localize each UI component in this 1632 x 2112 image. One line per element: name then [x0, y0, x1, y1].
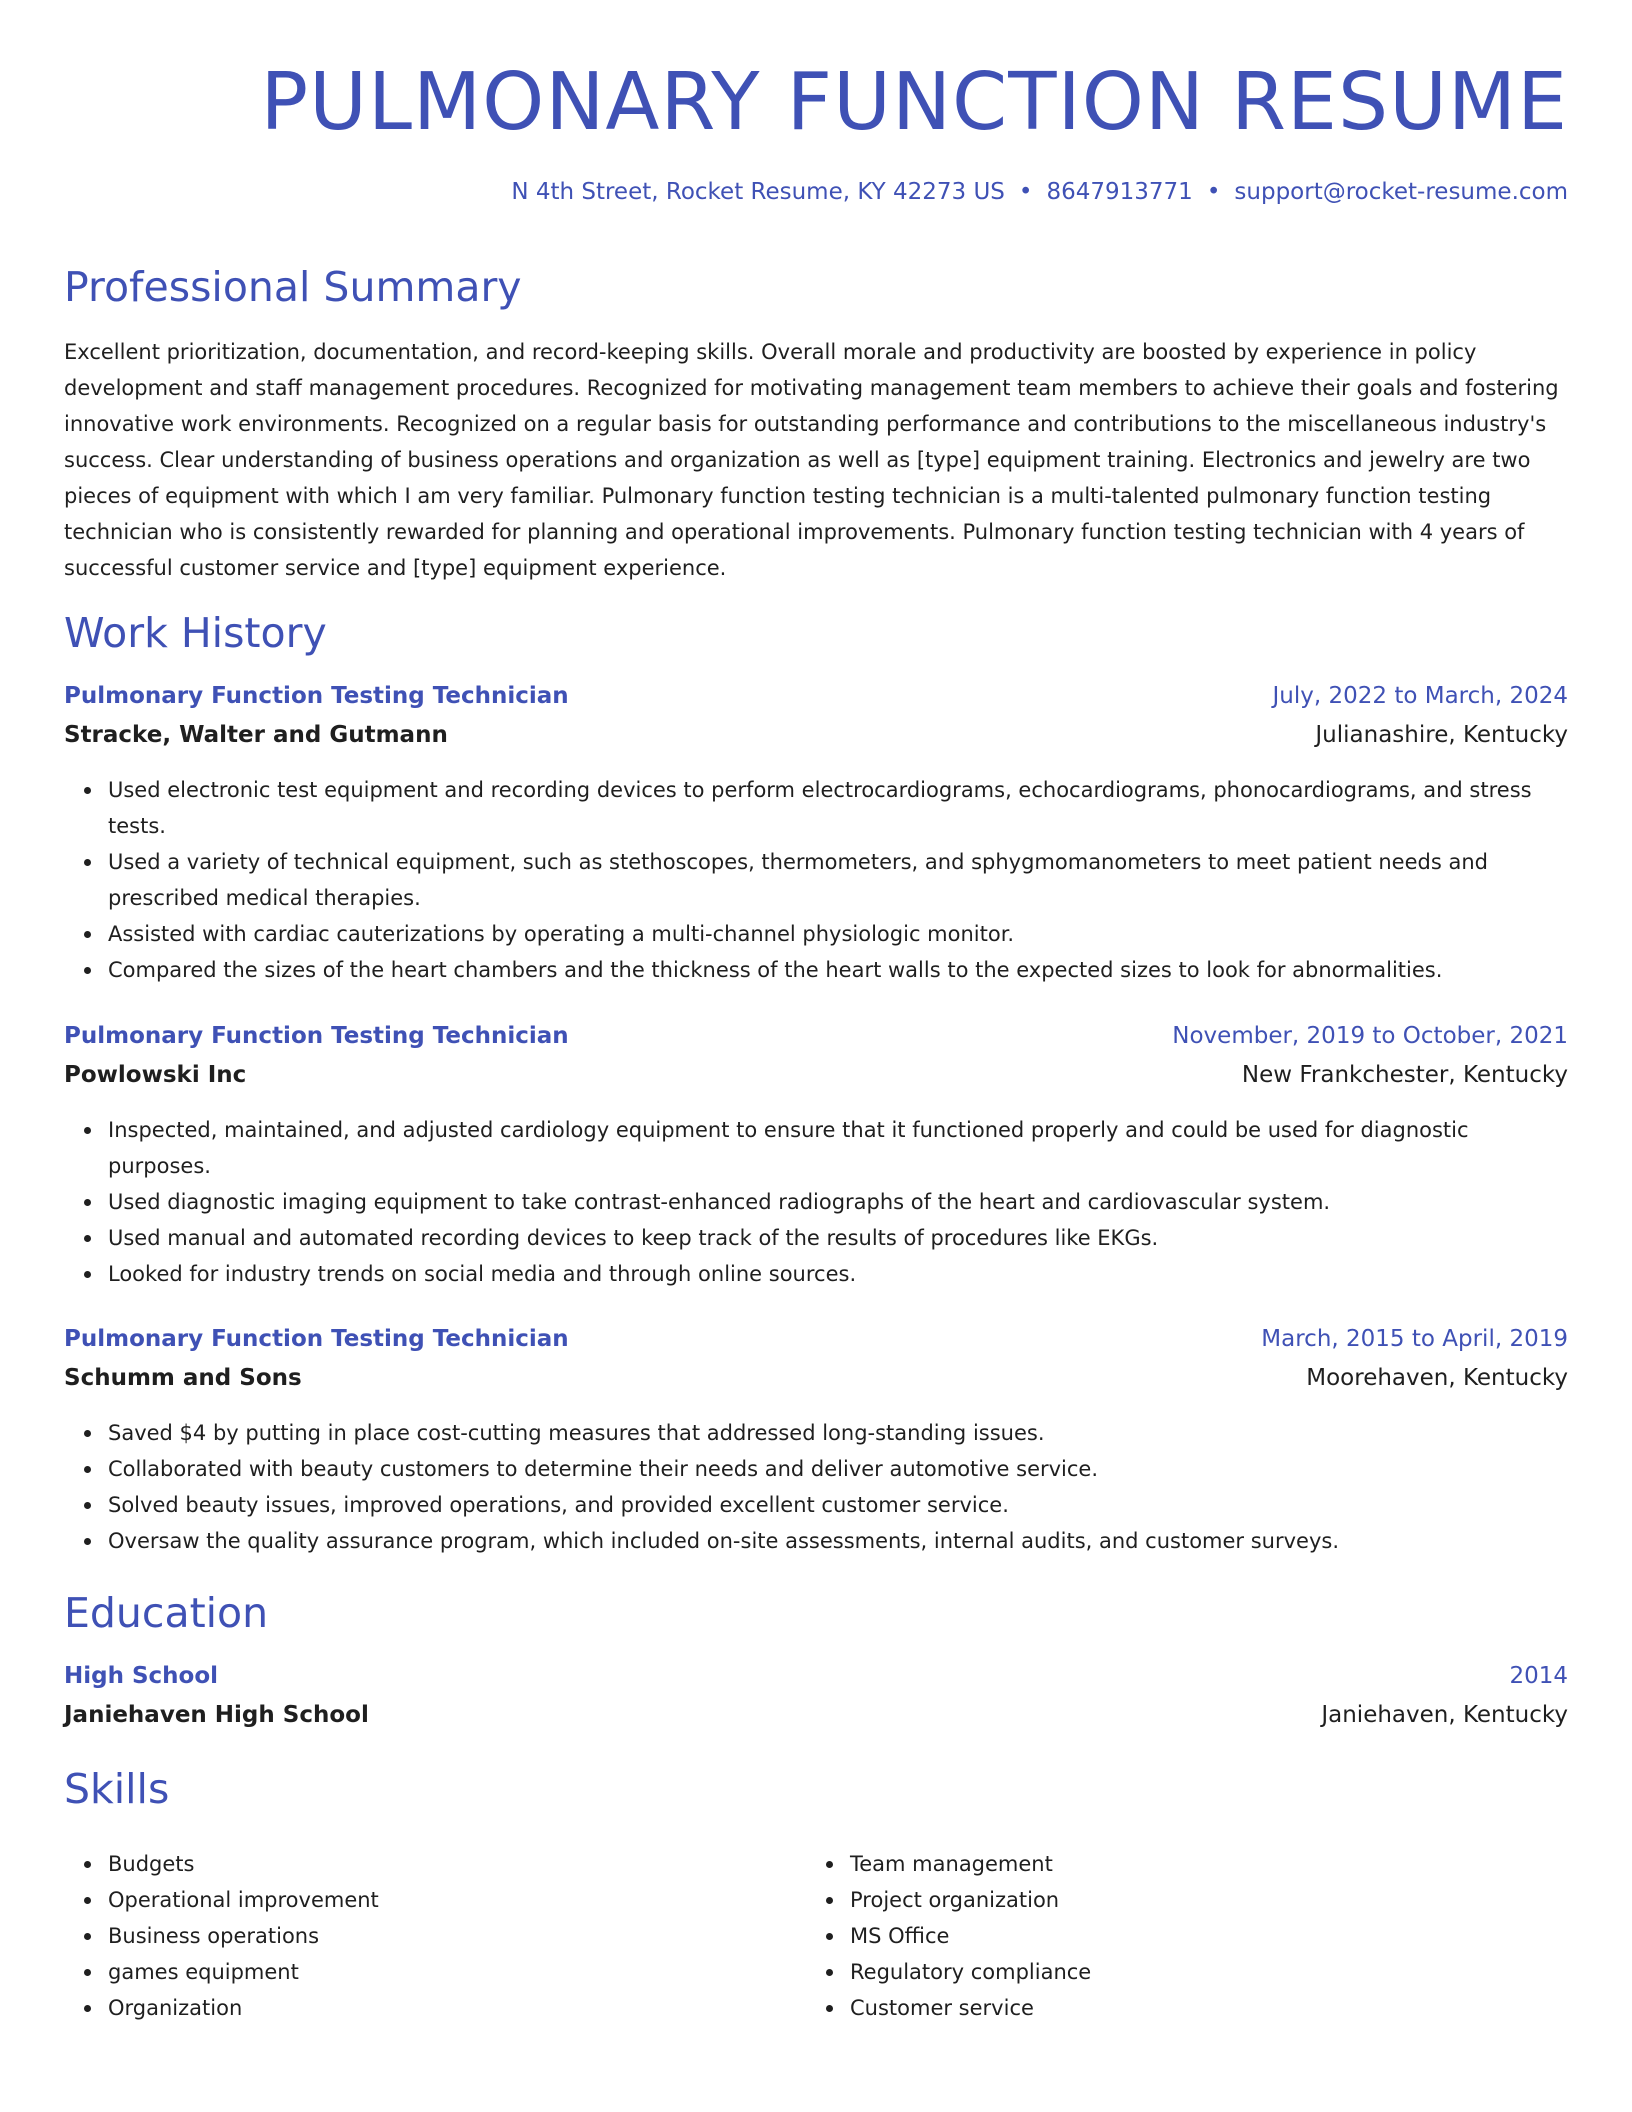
skill-item: MS Office: [850, 1918, 1548, 1954]
job-location: Moorehaven, Kentucky: [1306, 1365, 1568, 1391]
job-location: New Frankchester, Kentucky: [1241, 1062, 1568, 1088]
education-year: 2014: [1509, 1663, 1568, 1689]
list-item: Used electronic test equipment and recording devices to perform electrocardiograms, echocardiograms, phonocardiograms, and stress tests.: [108, 772, 1568, 844]
resume-title: PULMONARY FUNCTION RESUME: [260, 56, 1568, 148]
job-company: Powlowski Inc: [64, 1062, 247, 1088]
job-company: Stracke, Walter and Gutmann: [64, 722, 448, 748]
list-item: Oversaw the quality assurance program, which included on-site assessments, internal audits, and customer surveys.: [108, 1523, 1568, 1559]
contact-phone: 8647913771: [1046, 179, 1193, 205]
skill-item: Operational improvement: [108, 1882, 806, 1918]
list-item: Inspected, maintained, and adjusted cardiology equipment to ensure that it functioned properly and could be used for diagnostic purposes.: [108, 1112, 1568, 1184]
list-item: Compared the sizes of the heart chambers and the thickness of the heart walls to the expected sizes to look for abnormalities.: [108, 952, 1568, 988]
job-company: Schumm and Sons: [64, 1365, 302, 1391]
education-school-row: [64, 1699, 1568, 1731]
job-location: Julianashire, Kentucky: [1315, 722, 1568, 748]
contact-line: [511, 176, 1568, 208]
job-dates: November, 2019 to October, 2021: [1172, 1023, 1568, 1049]
contact-separator: •: [1206, 179, 1221, 205]
education-school: Janiehaven High School: [64, 1702, 369, 1728]
skills-columns: [64, 1846, 1568, 2026]
skill-item: Regulatory compliance: [850, 1954, 1548, 1990]
contact-email: support@rocket-resume.com: [1234, 179, 1568, 205]
summary-heading: Professional Summary: [64, 263, 522, 311]
contact-separator: •: [1018, 179, 1033, 205]
skills-heading: Skills: [64, 1765, 170, 1813]
list-item: Solved beauty issues, improved operations, and provided excellent customer service.: [108, 1487, 1568, 1523]
job-company-row: [64, 1362, 1568, 1394]
skill-item: Team management: [850, 1846, 1548, 1882]
skills-list-right: [806, 1846, 1548, 2026]
skills-list-left: [64, 1846, 806, 2026]
list-item: Used manual and automated recording devices to keep track of the results of procedures like EKGs.: [108, 1220, 1568, 1256]
job-duties-list: [64, 1112, 1568, 1292]
list-item: Collaborated with beauty customers to determine their needs and deliver automotive service.: [108, 1451, 1568, 1487]
education-degree: High School: [64, 1663, 219, 1689]
list-item: Used diagnostic imaging equipment to take contrast-enhanced radiographs of the heart and cardiovascular system.: [108, 1184, 1568, 1220]
skill-item: games equipment: [108, 1954, 806, 1990]
job-title-row: [64, 680, 1568, 712]
skill-item: Budgets: [108, 1846, 806, 1882]
job-dates: July, 2022 to March, 2024: [1272, 683, 1568, 709]
contact-address: N 4th Street, Rocket Resume, KY 42273 US: [511, 179, 1005, 205]
job-role: Pulmonary Function Testing Technician: [64, 683, 569, 709]
job-duties-list: [64, 772, 1568, 988]
skill-item: Organization: [108, 1990, 806, 2026]
job-company-row: [64, 719, 1568, 751]
job-role: Pulmonary Function Testing Technician: [64, 1326, 569, 1352]
skill-item: Business operations: [108, 1918, 806, 1954]
job-dates: March, 2015 to April, 2019: [1261, 1326, 1568, 1352]
list-item: Used a variety of technical equipment, such as stethoscopes, thermometers, and sphygmomanometers to meet patient needs and prescribed medical therapies.: [108, 844, 1568, 916]
list-item: Assisted with cardiac cauterizations by operating a multi-channel physiologic monitor.: [108, 916, 1568, 952]
work-history-heading: Work History: [64, 609, 327, 657]
list-item: Looked for industry trends on social media and through online sources.: [108, 1256, 1568, 1292]
job-title-row: [64, 1323, 1568, 1355]
education-heading: Education: [64, 1589, 269, 1637]
education-location: Janiehaven, Kentucky: [1321, 1702, 1568, 1728]
job-duties-list: [64, 1415, 1568, 1559]
summary-text: Excellent prioritization, documentation, and record-keeping skills. Overall morale and productivity are boosted by experience in policy development and staff management procedures. Recognized for motivating management team members to achieve their goals and fostering innovative work environments. Recognized on a regular basis for outstanding performance and contributions to the miscellaneous industry's success. Clear understanding of business operations and organization as well as [type] equipment training. Electronics and jewelry are two pieces of equipment with which I am very familiar. Pulmonary function testing technician is a multi-talented pulmonary function testing technician who is consistently rewarded for planning and operational improvements. Pulmonary function testing technician with 4 years of successful customer service and [type] equipment experience.: [64, 340, 1559, 580]
job-role: Pulmonary Function Testing Technician: [64, 1023, 569, 1049]
job-company-row: [64, 1059, 1568, 1091]
education-degree-row: [64, 1660, 1568, 1692]
skill-item: Customer service: [850, 1990, 1548, 2026]
list-item: Saved $4 by putting in place cost-cutting measures that addressed long-standing issues.: [108, 1415, 1568, 1451]
skill-item: Project organization: [850, 1882, 1548, 1918]
job-title-row: [64, 1020, 1568, 1052]
